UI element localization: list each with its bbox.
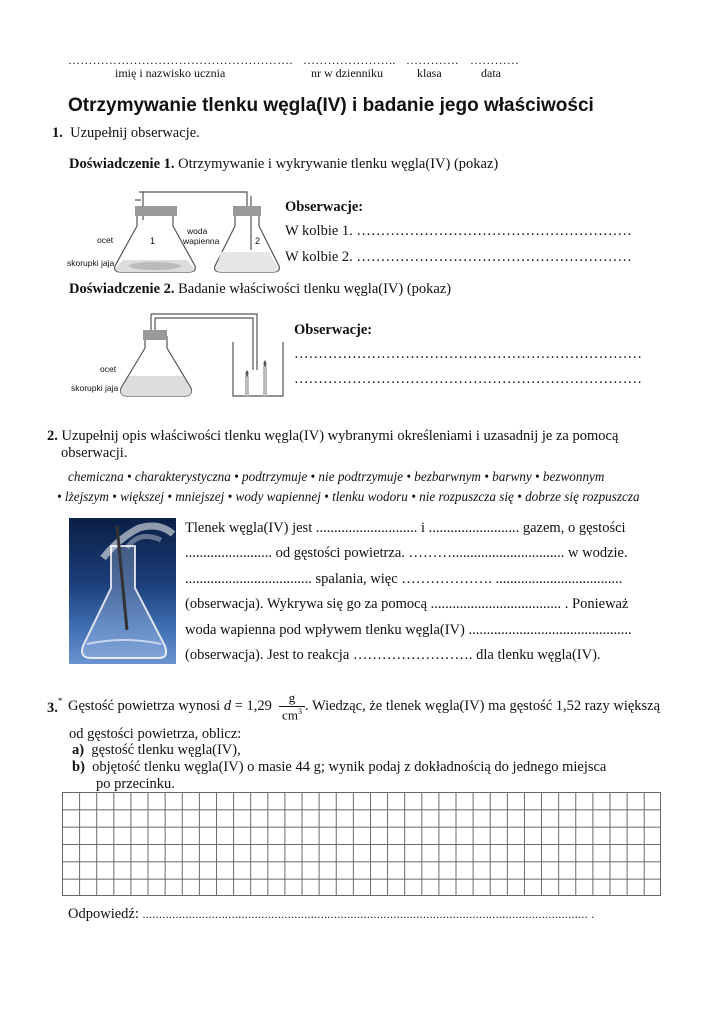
exp1-stopper1 [135,206,177,216]
exp1-stopper2 [233,206,261,216]
task2-terms-1: chemiczna • charakterystyczna • podtrzymuje • nie podtrzymuje • bezbarwnym • barwny • bezwonnym [68,469,605,484]
task2-line-3: ................................... spalania, więc ………………. ................................... [185,571,623,587]
exp2-text: Badanie właściwości tlenku węgla(IV) (pokaz) [178,281,452,297]
exp2-obs-line2: ……………………………………………………………… [294,371,642,387]
task3-b: b) objętość tlenku węgla(IV) o masie 44 g; wynik podaj z dokładnością do jednego miejsca [72,759,607,775]
density-unit [279,690,305,723]
exp2-candle1 [245,376,249,396]
data-label: data [481,66,501,80]
unit-denominator: $cm^3$ [282,707,302,723]
exp1-obs-title: Obserwacje: [285,199,364,215]
name-label: imię i nazwisko ucznia [115,66,226,80]
task3-intro-cont: . Wiedząc, że tlenek węgla(IV) ma gęstość 1,52 razy większą [305,698,661,714]
task2-number: 2. [47,428,58,444]
nr-dots: ………………….. [303,53,396,67]
task1-text: Uzupełnij obserwacje. [70,125,200,141]
exp2-obs-title: Obserwacje: [294,322,373,338]
task3-a: a) gęstość tlenku węgla(IV), [72,742,241,758]
exp1-heading [69,156,498,173]
density-symbol: d [223,698,232,714]
task3-star: * [57,696,63,706]
exp1-obs-line1: W kolbie 1. ………………………………………………… [285,223,632,239]
task2-terms-2: • lżejszym • większej • mniejszej • wody wapiennej • tlenku wodoru • nie rozpuszcza się • dobrze się rozpuszcza [57,489,640,504]
exp2-label: Doświadczenie 2. [69,281,175,297]
exp1-wapienna: wapienna [183,236,220,246]
data-dots: ………… [470,53,520,67]
nr-label: nr w dzienniku [311,66,383,80]
task1-instruction [52,125,200,142]
unit-numerator: g [279,690,305,707]
task2-line-2: ........................ od gęstości powietrza. ………............................... w wodzie. [185,545,628,561]
answer-line[interactable] [68,906,595,923]
task3-intro: Gęstość powietrza wynosi d = 1,29 [68,698,272,714]
exp1-flask-number-2: 2 [255,236,261,246]
exp2-heading [69,281,451,298]
answer-dots: ....................................................................................................................................... . [142,907,595,921]
name-dots: ………………………………………………. [68,53,293,67]
klasa-label: klasa [417,66,442,80]
task2-line-1: Tlenek węgla(IV) jest ............................ i ......................... gazem, o gęstości [185,520,626,536]
exp1-woda: woda [187,226,208,236]
exp2-candle2 [263,366,267,396]
task1-number: 1. [52,125,63,141]
co2-flask-photo [69,518,176,664]
task2-line-4: (obserwacja). Wykrywa się go za pomocą .................................... . Ponieważ [185,596,629,612]
exp2-stopper [143,330,167,340]
exp2-obs-line1: ……………………………………………………………… [294,346,642,362]
task3-line2: od gęstości powietrza, oblicz: [69,726,242,742]
exp2-skorupki: skorupki jaja [71,383,119,393]
exp1-ocet: ocet [97,235,114,245]
exp1-text: Otrzymywanie i wykrywanie tlenku węgla(IV) (pokaz) [178,156,499,172]
exp1-flask-number-1: 1 [150,236,156,246]
task3-number: 3.* [47,696,63,716]
task2-line-6: (obserwacja). Jest to reakcja ……………………. dla tlenku węgla(IV). [185,647,601,663]
task3-b-cont: po przecinku. [96,776,175,792]
exp1-skorupki: skorupki jaja [67,258,115,268]
exp1-label: Doświadczenie 1. [69,156,175,172]
klasa-dots: …………. [406,53,459,67]
task2-line-5: woda wapienna pod wpływem tlenku węgla(IV) ............................................. [185,622,632,638]
task2-instruction-cont: obserwacji. [61,445,128,461]
calculation-grid[interactable] [62,792,661,896]
exp2-beaker [233,342,283,396]
answer-label: Odpowiedź: [68,906,139,922]
task2-instruction: 2. Uzupełnij opis właściwości tlenku węgla(IV) wybranymi określeniami i uzasadnij je za pomocą [47,428,619,444]
exp1-obs-line2: W kolbie 2. ………………………………………………… [285,249,632,265]
exp2-ocet: ocet [100,364,117,374]
page-title: Otrzymywanie tlenku węgla(IV) i badanie jego właściwości [68,95,594,116]
